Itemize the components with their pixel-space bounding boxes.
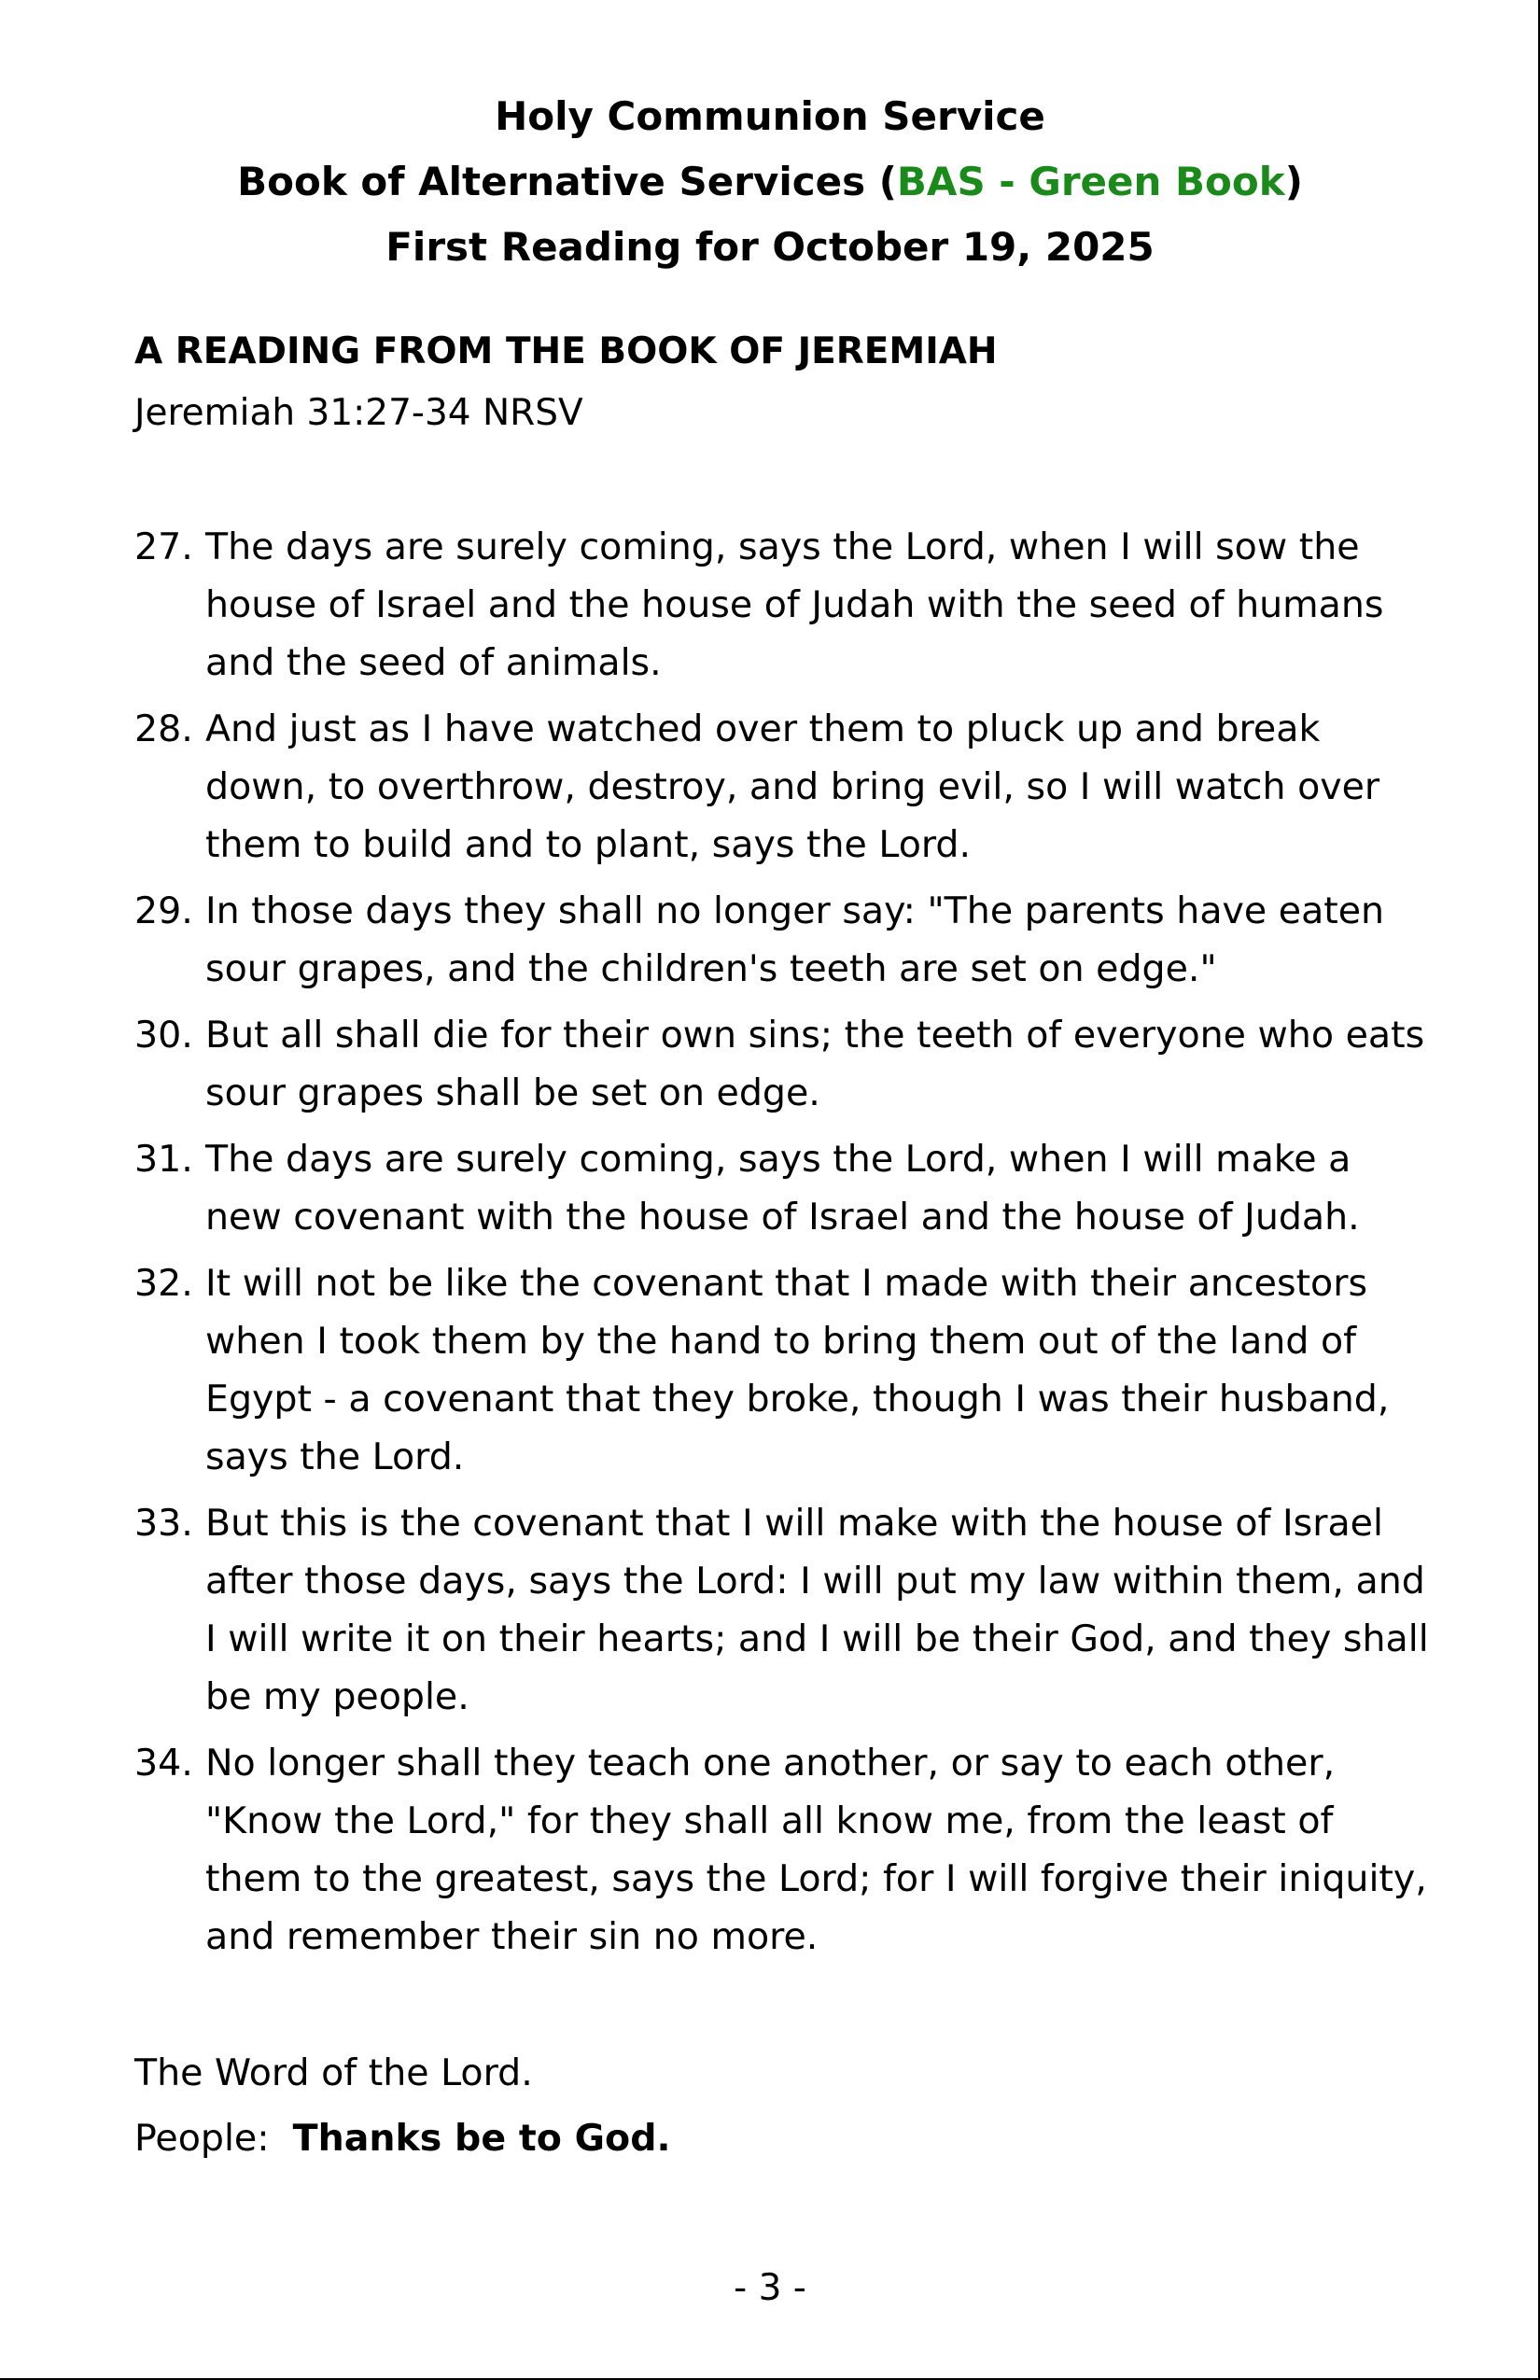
- verse-item: [134, 1006, 1460, 1122]
- reading-date-title: First Reading for October 19, 2025: [385, 224, 1155, 270]
- verse-item: [134, 518, 1460, 692]
- verse-number: 29.: [134, 889, 193, 932]
- scripture-citation: Jeremiah 31:27-34 NRSV: [134, 392, 583, 434]
- verse-number: 32.: [134, 1262, 193, 1305]
- verse-text: [205, 1734, 1460, 1966]
- service-title: Holy Communion Service: [495, 93, 1045, 139]
- verse-number: 28.: [134, 707, 193, 750]
- verse-line: them to build and to plant, says the Lord.: [205, 823, 972, 866]
- people-response: [134, 2106, 670, 2171]
- verse-line: new covenant with the house of Israel and the house of Judah.: [205, 1196, 1360, 1239]
- closing-responses: [134, 2040, 670, 2171]
- verse-line: when I took them by the hand to bring them out of the land of: [205, 1320, 1357, 1363]
- book-title: [0, 149, 1540, 215]
- verse-line: be my people.: [205, 1675, 469, 1718]
- verse-text: [205, 518, 1460, 692]
- verse-item: [134, 1734, 1460, 1966]
- verse-text: [205, 1494, 1460, 1726]
- verse-line: But all shall die for their own sins; the teeth of everyone who eats: [205, 1014, 1425, 1057]
- verse-line: down, to overthrow, destroy, and bring evil, so I will watch over: [205, 765, 1380, 808]
- verse-line: after those days, says the Lord: I will put my law within them, and: [205, 1560, 1425, 1603]
- verse-line: house of Israel and the house of Judah with the seed of humans: [205, 583, 1384, 626]
- verse-number: 33.: [134, 1502, 193, 1545]
- verse-text: [205, 700, 1460, 874]
- verse-line: and remember their sin no more.: [205, 1915, 819, 1958]
- closing-statement: The Word of the Lord.: [134, 2051, 533, 2094]
- verse-text: [205, 1006, 1460, 1122]
- verse-line: I will write it on their hearts; and I will be their God, and they shall: [205, 1617, 1429, 1660]
- book-title-suffix: ): [1284, 159, 1303, 204]
- verse-item: [134, 1494, 1460, 1726]
- verse-number: 30.: [134, 1014, 193, 1057]
- verse-item: [134, 882, 1460, 998]
- verse-item: [134, 1254, 1460, 1486]
- verse-line: them to the greatest, says the Lord; for I will forgive their iniquity,: [205, 1857, 1427, 1900]
- verse-number: 31.: [134, 1138, 193, 1181]
- verse-line: Egypt - a covenant that they broke, though I was their husband,: [205, 1378, 1390, 1421]
- verse-line: And just as I have watched over them to pluck up and break: [205, 707, 1321, 750]
- verse-line: In those days they shall no longer say: "The parents have eaten: [205, 889, 1385, 932]
- verse-line: says the Lord.: [205, 1435, 465, 1478]
- book-title-prefix: Book of Alternative Services (: [237, 159, 897, 204]
- response-text: Thanks be to God.: [292, 2117, 671, 2160]
- verse-text: [205, 1254, 1460, 1486]
- verse-number: 34.: [134, 1742, 193, 1785]
- verse-line: "Know the Lord," for they shall all know me, from the least of: [205, 1799, 1334, 1842]
- verse-line: No longer shall they teach one another, or say to each other,: [205, 1742, 1336, 1785]
- verse-line: But this is the covenant that I will make with the house of Israel: [205, 1502, 1383, 1545]
- page-number: - 3 -: [734, 2267, 806, 2309]
- verse-line: and the seed of animals.: [205, 641, 662, 684]
- verse-line: It will not be like the covenant that I made with their ancestors: [205, 1262, 1368, 1305]
- verse-text: [205, 882, 1460, 998]
- verse-line: The days are surely coming, says the Lord, when I will make a: [205, 1138, 1351, 1181]
- document-header: [0, 84, 1540, 280]
- verse-line: The days are surely coming, says the Lord, when I will sow the: [205, 525, 1360, 568]
- reading-heading: A READING FROM THE BOOK OF JEREMIAH: [134, 330, 998, 372]
- verse-list: [134, 518, 1460, 1974]
- verse-number: 27.: [134, 525, 193, 568]
- verse-text: [205, 1130, 1460, 1246]
- verse-line: sour grapes, and the children's teeth are set on edge.": [205, 947, 1217, 990]
- book-title-highlight: BAS - Green Book: [896, 159, 1285, 204]
- response-label: People:: [134, 2117, 270, 2160]
- verse-item: [134, 700, 1460, 874]
- verse-line: sour grapes shall be set on edge.: [205, 1071, 820, 1114]
- verse-item: [134, 1130, 1460, 1246]
